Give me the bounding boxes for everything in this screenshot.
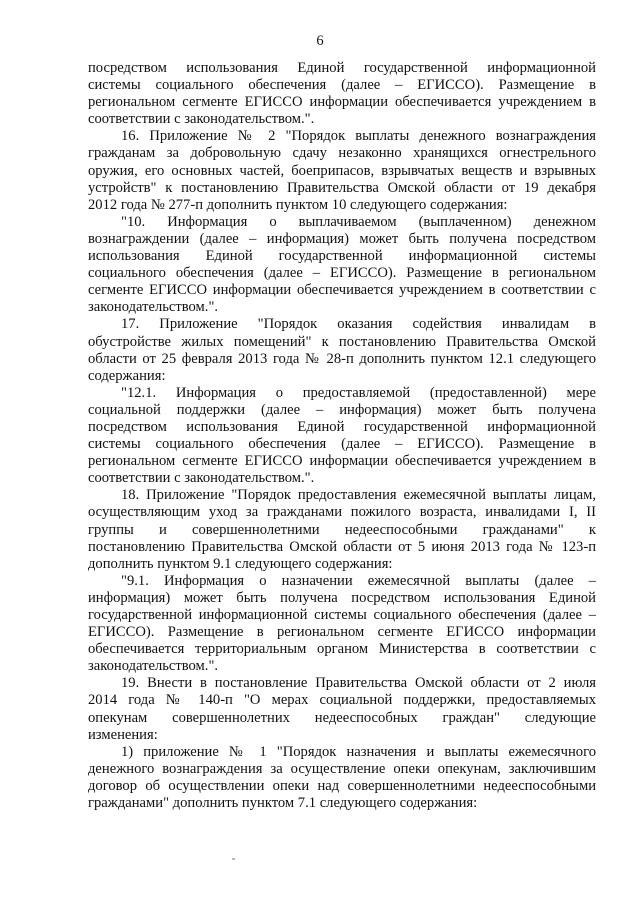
- text-line: соответствии с законодательством.".: [88, 111, 315, 128]
- text-line: посредством использования Единой государственной информационной: [88, 60, 596, 76]
- text-line: 17. Приложение "Порядок оказания содействия инвалидам в: [121, 316, 596, 333]
- text-line: региональном сегменте ЕГИССО информации обеспечивается учреждением в: [88, 94, 596, 111]
- text-line: содержания:: [88, 367, 166, 384]
- scan-speck: [232, 858, 235, 860]
- text-line: соответствии с законодательством.".: [88, 470, 315, 487]
- text-line: законодательством.".: [88, 658, 219, 675]
- paragraph: [88, 128, 596, 213]
- paragraph: [88, 487, 596, 572]
- document-body: [88, 60, 596, 812]
- text-line: договор об осуществлении опеки над совершеннолетними недееспособными: [88, 777, 596, 794]
- text-line: информация) может быть получена посредством использования Единой: [88, 589, 596, 606]
- text-line: изменения:: [88, 726, 158, 743]
- text-line: устройств" к постановлению Правительства Омской области от 19 декабря: [88, 179, 596, 196]
- text-line: дополнить пунктом 9.1 следующего содержания:: [88, 555, 393, 572]
- text-line: региональном сегменте ЕГИССО информации обеспечивается учреждением в: [88, 453, 596, 470]
- text-line: "9.1. Информация о назначении ежемесячной выплаты (далее –: [121, 572, 596, 589]
- paragraph: [88, 316, 596, 384]
- text-line: 2014 года № 140-п "О мерах социальной поддержки, предоставляемых: [88, 692, 596, 709]
- text-line: посредством использования Единой государственной информационной: [88, 418, 596, 435]
- text-line: "12.1. Информация о предоставляемой (предоставленной) мере: [121, 384, 596, 401]
- paragraph: [88, 573, 596, 676]
- text-line: денежного вознаграждения за осуществление опеки опекунам, заключившим: [88, 760, 596, 777]
- text-line: обеспечивается территориальным органом Министерства в соответствии с: [88, 641, 596, 658]
- text-line: оружия, его основных частей, боеприпасов, взрывчатых веществ и взрывных: [88, 162, 596, 179]
- text-line: 18. Приложение "Порядок предоставления ежемесячной выплаты лицам,: [121, 487, 596, 504]
- paragraph: [88, 214, 596, 317]
- text-line: 1) приложение № 1 "Порядок назначения и выплаты ежемесячного: [121, 743, 596, 760]
- text-line: социальной поддержки (далее – информация) может быть получена: [88, 401, 596, 418]
- text-line: системы социального обеспечения (далее – ЕГИССО). Размещение в: [88, 436, 596, 453]
- text-line: законодательством.".: [88, 299, 219, 316]
- text-line: группы и совершеннолетними недееспособными гражданами" к: [88, 521, 596, 538]
- text-line: вознаграждении (далее – информация) может быть получена посредством: [88, 230, 596, 247]
- text-line: сегменте ЕГИССО информации обеспечивается учреждением в соответствии с: [88, 282, 596, 299]
- text-line: социального обеспечения (далее – ЕГИССО). Размещение в региональном: [88, 265, 596, 282]
- text-line: ЕГИССО). Размещение в региональном сегменте ЕГИССО информации: [88, 624, 596, 641]
- text-line: постановлению Правительства Омской области от 5 июня 2013 года № 123-п: [88, 538, 596, 555]
- text-line: опекунам совершеннолетних недееспособных граждан" следующие: [88, 709, 596, 726]
- paragraph: [88, 385, 596, 488]
- paragraph: [88, 675, 596, 743]
- text-line: гражданам за добровольную сдачу незаконно хранящихся огнестрельного: [88, 145, 596, 162]
- page-number: 6: [316, 33, 324, 49]
- paragraph: [88, 744, 596, 812]
- text-line: 19. Внести в постановление Правительства Омской области от 2 июля: [121, 675, 596, 692]
- text-line: использования Единой государственной информационной системы: [88, 248, 596, 265]
- text-line: осуществляющим уход за гражданами пожилого возраста, инвалидами I, II: [88, 504, 596, 521]
- text-line: обустройстве жилых помещений" к постановлению Правительства Омской: [88, 333, 596, 350]
- paragraph: [88, 60, 596, 128]
- text-line: области от 25 февраля 2013 года № 28-п дополнить пунктом 12.1 следующего: [88, 350, 596, 367]
- text-line: 16. Приложение № 2 "Порядок выплаты денежного вознаграждения: [121, 128, 596, 145]
- text-line: "10. Информация о выплачиваемом (выплаченном) денежном: [121, 213, 596, 230]
- text-line: государственной информационной системы социального обеспечения (далее –: [88, 607, 596, 623]
- text-line: системы социального обеспечения (далее – ЕГИССО). Размещение в: [88, 77, 596, 94]
- text-line: 2012 года № 277-п дополнить пунктом 10 следующего содержания:: [88, 196, 508, 213]
- text-line: гражданами" дополнить пунктом 7.1 следующего содержания:: [88, 795, 478, 812]
